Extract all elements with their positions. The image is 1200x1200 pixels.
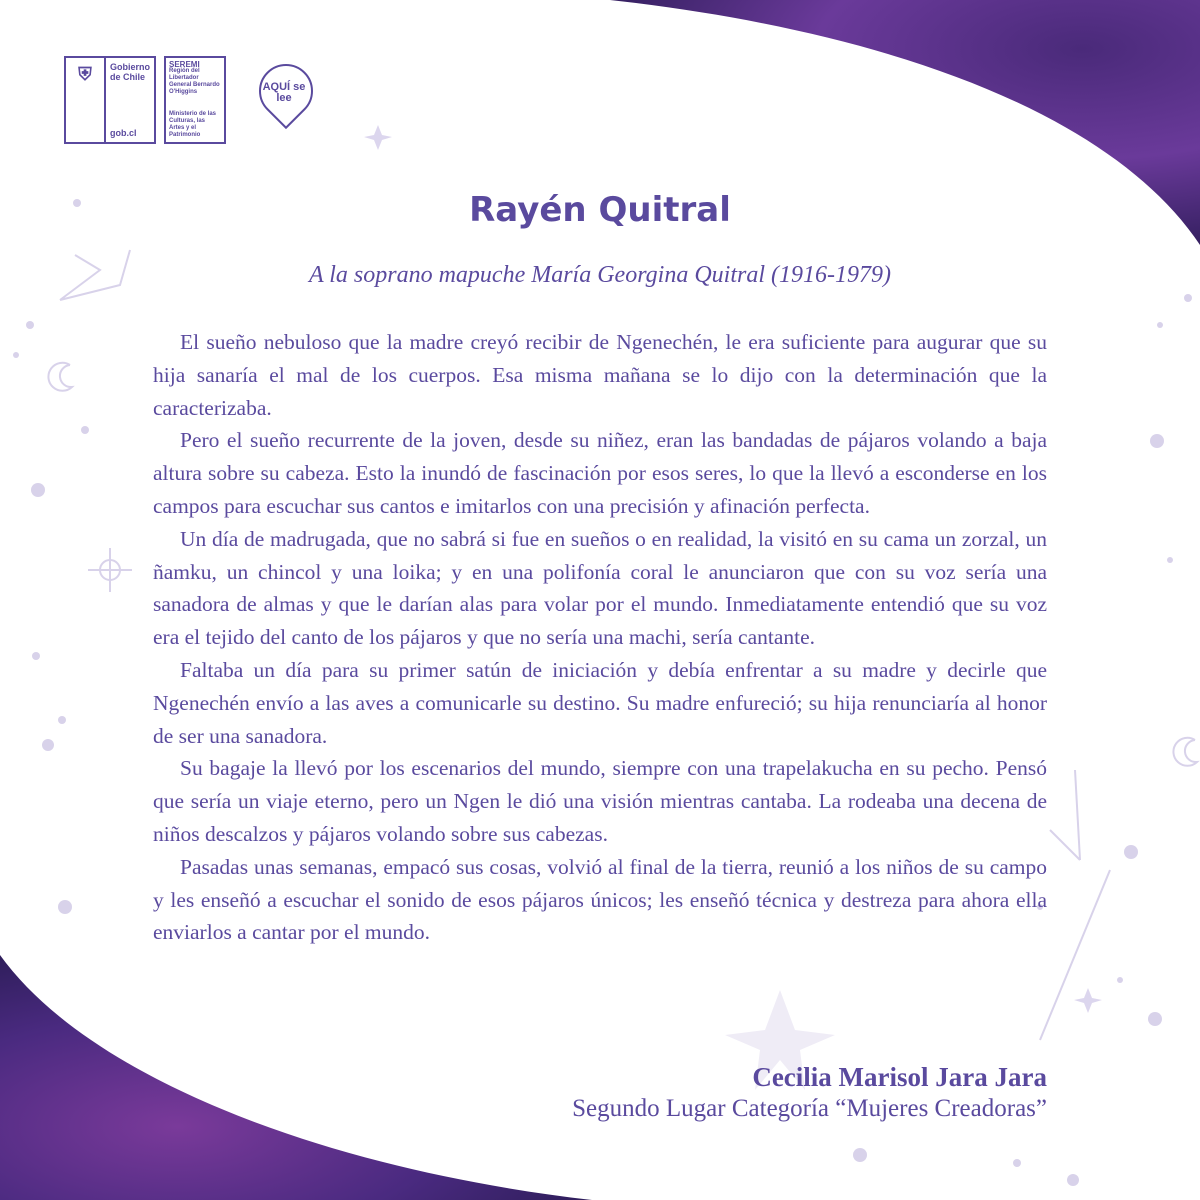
seremi-logo: SEREMI Región del Libertador General Bernardo O'Higgins Ministerio de las Culturas, las Artes y el Patrimonio <box>164 56 226 144</box>
story-title: Rayén Quitral <box>469 190 731 230</box>
nebula-bottom-left <box>0 955 592 1200</box>
paragraph: Su bagaje la llevó por los escenarios del mundo, siempre con una trapelakucha en su pecho. Pensó que sería un viaje eterno, pero un Ngen le dió una visión mientras cantaba. La rodeaba una decena de niños descalzos y pájaros volando sobre sus cabezas. <box>153 756 1047 846</box>
gobierno-de-chile-logo: ⛨ Gobierno de Chile gob.cl <box>64 56 156 144</box>
award-category: Segundo Lugar Categoría “Mujeres Creadoras” <box>572 1095 1047 1122</box>
coat-of-arms-icon: ⛨ <box>66 58 106 142</box>
author-name: Cecilia Marisol Jara Jara <box>752 1062 1047 1092</box>
logo-bar <box>64 56 312 146</box>
paragraph: Un día de madrugada, que no sabrá si fue en sueños o en realidad, la visitó en su cama un zorzal, un ñamku, un chincol y una loika; y en una polifonía coral le anunciaron que con su voz sería una sanadora de almas y que le darían alas para volar por el mundo. Inmediatamente entendió que su voz era el tejido del canto de los pájaros y que no sería una machi, sería cantante. <box>153 526 1047 650</box>
paragraph: Faltaba un día para su primer satún de iniciación y debía enfrentar a su madre y decirle que Ngenechén envío a las aves a comunicarle su destino. Su madre enfureció; su hija renunciaría al honor de ser una sanadora. <box>153 657 1047 748</box>
paragraph: El sueño nebuloso que la madre creyó recibir de Ngenechén, le era suficiente para augurar que su hija sanaría el mal de los cuerpos. Esa misma mañana se lo dijo con la determinación que la caracterizaba. <box>153 330 1047 420</box>
story-body <box>153 326 1064 949</box>
paragraph: Pero el sueño recurrente de la joven, desde su niñez, eran las bandadas de pájaros volando a baja altura sobre su cabeza. Esto la inundó de fascinación por esos seres, lo que la llevó a esconderse en los campos para escuchar sus cantos e imitarlos con una precisión y afinación perfecta. <box>153 428 1047 518</box>
author-block <box>572 1060 1047 1124</box>
aqui-se-lee-logo: AQUÍ se lee <box>256 56 312 146</box>
story-dedication: A la soprano mapuche María Georgina Quitral (1916-1979) <box>309 262 891 288</box>
paragraph: Pasadas unas semanas, empacó sus cosas, volvió al final de la tierra, reunió a los niños de su campo y les enseñó a escuchar el sonido de esos pájaros únicos; les enseñó técnica y destreza para ahora ella enviarlos a cantar por el mundo. <box>153 854 1064 945</box>
